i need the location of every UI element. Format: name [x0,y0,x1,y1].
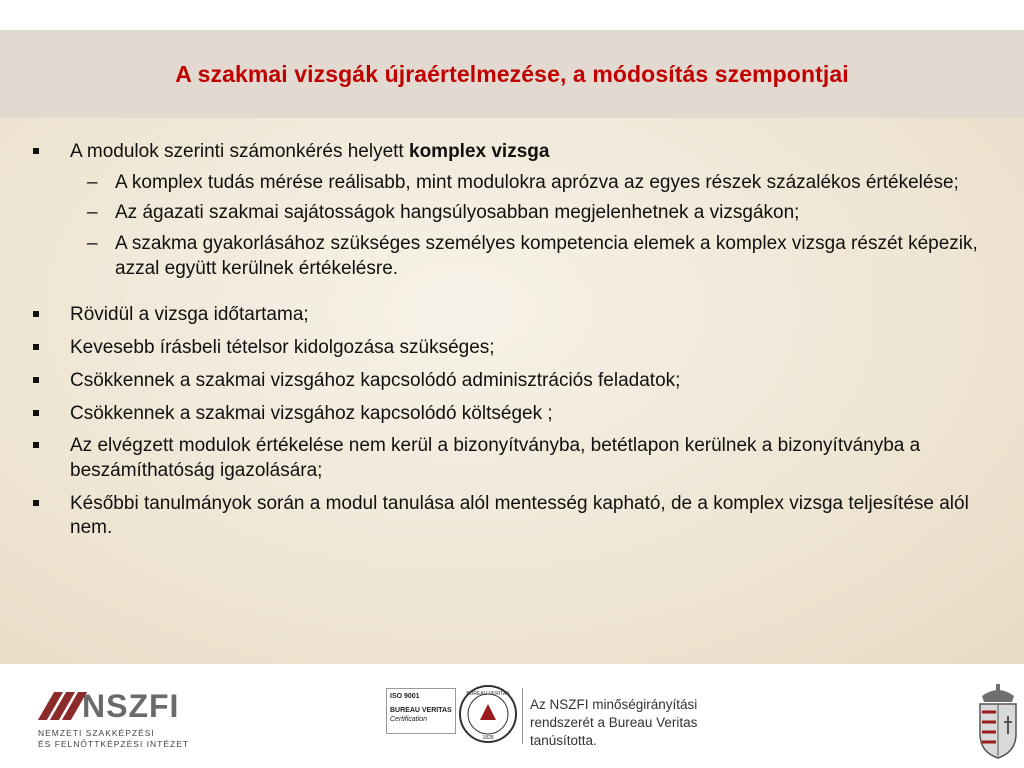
bullet-text: Későbbi tanulmányok során a modul tanulása alól mentesség kapható, de a komplex vizsga teljesítése alól nem. [70,492,969,539]
bullet-item [30,369,990,394]
bullet-square-icon [33,344,39,350]
hungarian-coat-of-arms-icon [972,682,1024,762]
bullet-square-icon [33,442,39,448]
bv-label: BUREAU VERITAS [390,707,452,715]
bullet-item [30,492,990,541]
sub-item-text: A komplex tudás mérése reálisabb, mint modulokra aprózva az egyes részek százalékos értékelése; [115,171,959,193]
nszfi-wordmark: NSZFI [82,688,180,724]
iso-label: ISO 9001 [390,693,420,700]
bullet-text: Rövidül a vizsga időtartama; [70,304,309,326]
top-strip [0,0,1024,30]
nszfi-mark [38,690,198,722]
iso-cert-box [386,688,456,734]
bullet-text: Az elvégzett modulok értékelése nem kerül a bizonyítványba, betétlapon kerülnek a bizonyítványba a beszámíthatóság igazolására; [70,435,921,481]
bullet-text: Csökkennek a szakmai vizsgához kapcsolódó költségek ; [70,402,553,424]
sub-item-text: A szakma gyakorlásához szükséges személyes kompetencia elemek a komplex vizsga részét képezik, azzal együtt kerülnek értékelésre. [115,233,978,279]
bullet-item [30,303,990,328]
sub-item-text: Az ágazati szakmai sajátosságok hangsúlyosabban megjelenhetnek a vizsgákon; [115,202,800,224]
certification-label: Certification [390,715,427,723]
bullet-text: Csökkennek a szakmai vizsgához kapcsolódó adminisztrációs feladatok; [70,369,681,391]
title-band [0,30,1024,118]
bureau-veritas-seal-icon [458,684,518,744]
bullet-square-icon [33,410,39,416]
dash-icon: – [87,202,98,224]
slide-content [0,118,1024,664]
cert-line2: rendszerét a Bureau Veritas [530,715,698,731]
sub-item [70,201,990,226]
bullet-square-icon [33,148,39,154]
nszfi-subtitle [38,728,198,749]
seal-text: BUREAU VERITAS [466,691,510,697]
bullet-text: Kevesebb írásbeli tételsor kidolgozása szükséges; [70,337,495,359]
sub-list [70,171,990,282]
seal-year: 1828 [482,735,494,741]
cert-statement [530,696,697,751]
bullet-square-icon [33,311,39,317]
bullet-list [30,140,990,549]
bullet-item [30,434,990,483]
slide-title: A szakmai vizsgák újraértelmezése, a módosítás szempontjai [175,60,849,87]
sub-item [70,232,990,281]
nszfi-line2: ÉS FELNŐTTKÉPZÉSI INTÉZET [38,738,190,749]
bullet-square-icon [33,377,39,383]
nszfi-stripes-icon [38,692,78,720]
dash-icon: – [87,171,98,193]
bullet-item [30,140,990,281]
cert-line3: tanúsította. [530,733,597,749]
dash-icon: – [87,233,98,255]
bullet-text: A modulok szerinti számonkérés helyett [70,141,409,162]
cert-divider [522,688,523,744]
nszfi-logo [38,690,198,749]
bullet-text-bold: komplex vizsga [409,141,550,162]
cert-line1: Az NSZFI minőségirányítási [530,697,698,712]
bullet-square-icon [33,500,39,506]
footer [0,664,1024,768]
bullet-item [30,336,990,361]
nszfi-line1: NEMZETI SZAKKÉPZÉSI [38,728,155,738]
sub-item [70,171,990,196]
bullet-item [30,402,990,427]
